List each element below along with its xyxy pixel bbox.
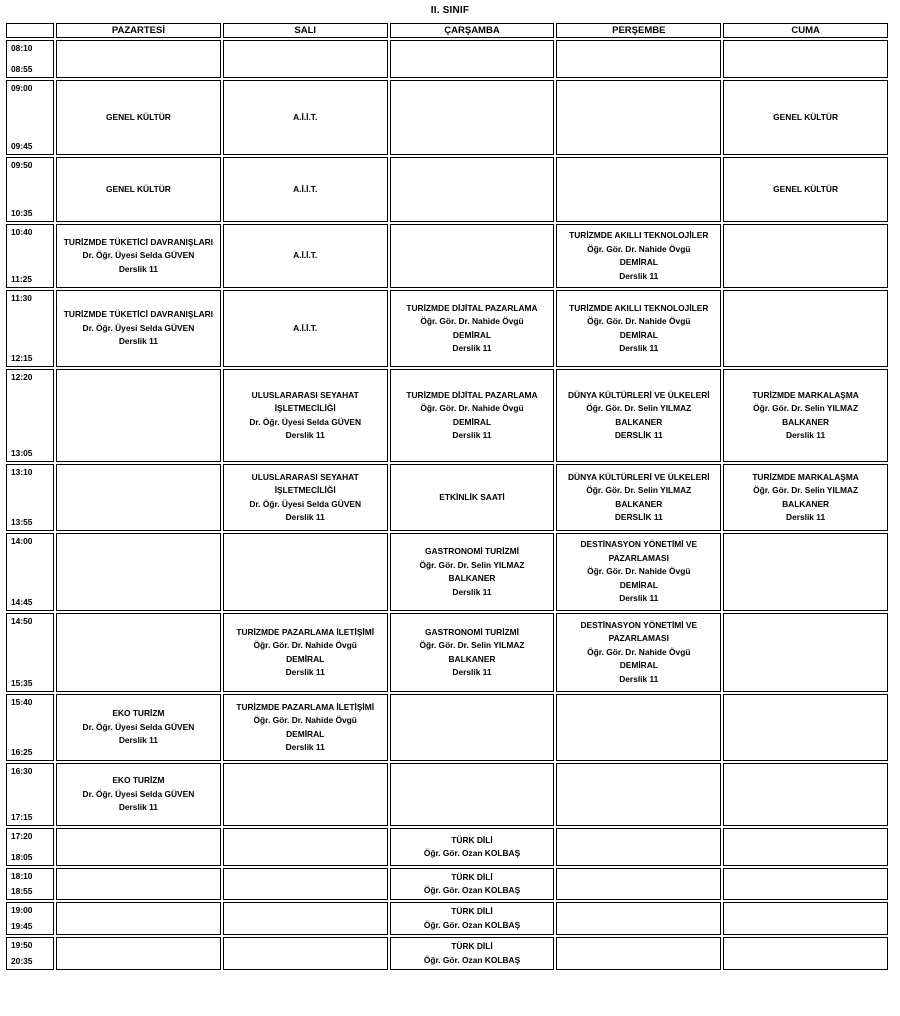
start-time: 19:00 [11,905,33,915]
time-slot [6,290,54,367]
course-detail: DEMİRAL [619,329,658,340]
course-cell [723,80,888,155]
table-row [6,763,888,826]
course-name: GASTRONOMİ TURİZMİ [425,546,519,556]
start-time: 15:40 [11,697,33,707]
course-cell [723,902,888,935]
course-cell [723,290,888,367]
course-cell [223,533,388,611]
course-name: TURİZMDE DİJİTAL PAZARLAMA [406,302,538,313]
course-cell [223,464,388,531]
course-detail: DEMİRAL [452,329,492,340]
course-name: TURİZMDE AKILLI TEKNOLOJİLER [569,230,709,240]
course-name: GASTRONOMİ TURİZMİ [425,626,519,637]
course-name: TÜRK DİLİ [451,906,493,916]
table-row [6,224,888,288]
course-detail: Derslik 11 [619,673,659,684]
course-cell [390,533,555,611]
start-time: 19:50 [11,940,33,950]
end-time: 13:05 [11,447,33,458]
course-name: ETKİNLİK SAATİ [439,491,505,502]
course-cell [223,828,388,866]
course-detail: Derslik 11 [786,430,826,440]
course-cell [556,369,721,462]
course-cell [223,613,388,692]
table-row [6,868,888,900]
course-cell [223,157,388,222]
course-cell [556,533,721,611]
course-detail: DERSLİK 11 [614,430,663,440]
course-detail: Derslik 11 [619,270,659,281]
course-name: TURİZMDE AKILLI TEKNOLOJİLER [569,302,709,313]
day-header: PERŞEMBE [556,23,721,38]
course-cell [723,224,888,288]
course-name: GENEL KÜLTÜR [105,183,171,194]
course-cell [556,157,721,222]
course-name: A.İ.İ.T. [293,183,318,194]
time-slot [6,868,54,900]
course-detail: İŞLETMECİLİĞİ [274,403,336,413]
course-detail: BALKANER [615,416,663,427]
course-cell [556,694,721,761]
end-time: 12:15 [11,352,33,363]
course-cell [556,828,721,866]
course-cell [556,902,721,935]
end-time: 17:15 [11,811,33,822]
course-detail: DEMİRAL [286,653,325,664]
course-detail: Dr. Öğr. Üyesi Selda GÜVEN [249,498,362,509]
course-detail: Öğr. Gör. Dr. Selin YILMAZ [586,485,692,495]
table-row [6,533,888,611]
course-cell [56,464,221,531]
course-detail: Derslik 11 [452,430,492,440]
course-name: A.İ.İ.T. [293,250,318,261]
course-name: TURİZMDE PAZARLAMA İLETİŞİMİ [236,701,375,712]
course-detail: PAZARLAMASI [608,633,669,644]
course-cell [223,224,388,288]
course-cell [390,937,555,970]
course-detail: PAZARLAMASI [608,552,669,563]
time-slot [6,224,54,288]
course-detail: Derslik 11 [619,593,659,604]
course-cell [723,763,888,826]
course-detail: Öğr. Gör. Ozan KOLBAŞ [423,848,521,858]
course-name: TURİZMDE DİJİTAL PAZARLAMA [406,389,538,400]
course-detail: Derslik 11 [285,512,325,522]
course-cell [723,40,888,78]
course-cell [390,763,555,826]
course-cell [56,763,221,826]
course-name: GENEL KÜLTÜR [773,111,838,122]
course-cell [56,828,221,866]
course-cell [223,937,388,970]
table-row [6,937,888,970]
end-time: 14:45 [11,596,33,607]
table-row [6,369,888,462]
course-detail: Öğr. Gör. Dr. Nahide Övgü [587,243,691,254]
course-cell [556,290,721,367]
course-name: EKO TURİZM [112,775,165,786]
time-slot [6,40,54,78]
course-cell [390,464,555,531]
course-cell [556,868,721,900]
table-row [6,80,888,155]
course-cell [556,80,721,155]
course-detail: Öğr. Gör. Dr. Selin YILMAZ [753,485,859,495]
course-detail: Öğr. Gör. Dr. Nahide Övgü [253,640,357,650]
course-cell [556,464,721,531]
course-cell [223,80,388,155]
course-detail: Öğr. Gör. Dr. Nahide Övgü [420,403,524,413]
time-slot [6,157,54,222]
course-cell [556,613,721,692]
table-row [6,613,888,692]
course-name: DÜNYA KÜLTÜRLERİ VE ÜLKELERİ [567,471,710,482]
course-cell [723,464,888,531]
table-row [6,40,888,78]
course-cell [223,40,388,78]
course-detail: BALKANER [782,416,830,427]
course-name: TÜRK DİLİ [451,834,493,845]
start-time: 14:50 [11,616,33,626]
course-name: DESTİNASYON YÖNETİMİ VE [580,619,698,630]
time-slot [6,828,54,866]
course-cell [390,613,555,692]
course-detail: Derslik 11 [285,742,325,752]
start-time: 09:00 [11,83,33,93]
course-detail: DEMİRAL [619,579,658,590]
course-cell [56,40,221,78]
start-time: 10:40 [11,227,33,237]
time-header [6,23,54,38]
time-slot [6,533,54,611]
course-detail: BALKANER [448,573,496,583]
table-row [6,464,888,531]
course-detail: Dr. Öğr. Üyesi Selda GÜVEN [82,322,195,333]
course-detail: Derslik 11 [118,735,158,746]
day-header: PAZARTESİ [56,23,221,38]
table-row [6,902,888,935]
day-header: ÇARŞAMBA [390,23,555,38]
course-detail: DEMİRAL [452,416,492,427]
course-cell [56,290,221,367]
course-cell [556,224,721,288]
course-detail: Öğr. Gör. Dr. Nahide Övgü [587,566,691,577]
course-cell [56,937,221,970]
start-time: 12:20 [11,372,33,382]
course-cell [390,224,555,288]
course-cell [56,902,221,935]
time-slot [6,694,54,761]
course-cell [56,868,221,900]
course-detail: Derslik 11 [452,667,492,677]
course-name: A.İ.İ.T. [293,111,318,122]
course-cell [223,369,388,462]
schedule-table [4,21,890,972]
course-detail: Derslik 11 [118,336,158,347]
course-name: EKO TURİZM [112,708,165,719]
end-time: 13:55 [11,516,33,527]
course-cell [56,533,221,611]
end-time: 18:55 [11,885,33,896]
course-detail: Öğr. Gör. Ozan KOLBAŞ [423,885,521,895]
course-detail: Derslik 11 [786,512,826,522]
end-time: 09:45 [11,140,33,151]
start-time: 13:10 [11,467,33,477]
end-time: 08:55 [11,63,33,74]
table-row [6,290,888,367]
course-detail: DEMİRAL [619,257,658,267]
course-cell [723,613,888,692]
end-time: 18:05 [11,851,33,862]
course-cell [56,369,221,462]
course-name: GENEL KÜLTÜR [773,183,838,194]
course-cell [556,937,721,970]
time-slot [6,613,54,692]
start-time: 17:20 [11,831,33,841]
course-cell [390,902,555,935]
course-detail: Öğr. Gör. Ozan KOLBAŞ [423,919,521,930]
course-cell [723,369,888,462]
course-cell [223,902,388,935]
course-detail: Dr. Öğr. Üyesi Selda GÜVEN [249,416,362,427]
course-cell [390,290,555,367]
end-time: 20:35 [11,955,33,966]
course-detail: Dr. Öğr. Üyesi Selda GÜVEN [82,721,195,732]
page-title: II. SINIF [430,5,470,16]
course-cell [556,763,721,826]
course-cell [56,157,221,222]
start-time: 14:00 [11,536,33,546]
course-detail: Öğr. Gör. Dr. Selin YILMAZ [586,403,692,413]
course-detail: Derslik 11 [452,586,492,597]
table-row [6,694,888,761]
course-detail: Öğr. Gör. Dr. Nahide Övgü [587,316,691,326]
course-detail: Dr. Öğr. Üyesi Selda GÜVEN [82,250,195,261]
course-cell [223,868,388,900]
end-time: 10:35 [11,207,33,218]
course-name: A.İ.İ.T. [293,322,318,333]
course-detail: Öğr. Gör. Dr. Selin YILMAZ [419,559,525,570]
course-detail: BALKANER [615,498,663,509]
course-name: ULUSLARARASI SEYAHAT [251,471,359,482]
course-detail: Derslik 11 [118,263,158,274]
time-slot [6,369,54,462]
course-detail: DEMİRAL [619,660,658,671]
course-cell [390,157,555,222]
course-name: DÜNYA KÜLTÜRLERİ VE ÜLKELERİ [567,389,710,400]
course-detail: Derslik 11 [285,667,325,677]
end-time: 19:45 [11,920,33,931]
course-detail: Derslik 11 [118,802,158,813]
course-cell [723,868,888,900]
time-slot [6,464,54,531]
end-time: 11:25 [11,273,32,284]
course-name: TURİZMDE PAZARLAMA İLETİŞİMİ [236,626,375,637]
course-name: TURİZMDE TÜKETİCİ DAVRANIŞLARI [63,236,213,247]
course-detail: BALKANER [448,653,496,664]
course-cell [390,828,555,866]
course-cell [223,290,388,367]
course-cell [723,694,888,761]
start-time: 16:30 [11,766,33,776]
start-time: 18:10 [11,871,33,881]
course-cell [390,80,555,155]
course-detail: Öğr. Gör. Dr. Selin YILMAZ [419,640,525,650]
course-cell [390,694,555,761]
course-name: TÜRK DİLİ [451,941,493,951]
course-cell [723,533,888,611]
course-detail: DERSLİK 11 [614,512,663,522]
start-time: 11:30 [11,293,32,303]
course-name: ULUSLARARASI SEYAHAT [251,389,359,400]
course-cell [56,80,221,155]
table-row [6,157,888,222]
day-header: CUMA [723,23,888,38]
time-slot [6,763,54,826]
course-detail: Dr. Öğr. Üyesi Selda GÜVEN [82,788,195,799]
course-name: DESTİNASYON YÖNETİMİ VE [580,539,698,550]
course-name: TURİZMDE MARKALAŞMA [752,389,859,400]
course-name: GENEL KÜLTÜR [105,111,171,122]
course-cell [223,694,388,761]
course-cell [723,828,888,866]
course-detail: Öğr. Gör. Dr. Nahide Övgü [253,715,357,725]
course-cell [723,937,888,970]
end-time: 15:35 [11,677,33,688]
course-cell [56,613,221,692]
start-time: 08:10 [11,43,33,53]
course-cell [390,369,555,462]
start-time: 09:50 [11,160,33,170]
day-header: SALI [223,23,388,38]
course-detail: Öğr. Gör. Dr. Nahide Övgü [587,646,691,657]
time-slot [6,937,54,970]
course-detail: İŞLETMECİLİĞİ [274,485,336,495]
course-cell [390,868,555,900]
time-slot [6,80,54,155]
course-detail: Öğr. Gör. Dr. Nahide Övgü [420,316,524,326]
course-cell [223,763,388,826]
course-cell [556,40,721,78]
header-row [6,23,888,38]
time-slot [6,902,54,935]
course-detail: DEMİRAL [286,728,325,739]
course-detail: Derslik 11 [285,430,325,440]
course-detail: BALKANER [782,498,830,509]
course-detail: Öğr. Gör. Ozan KOLBAŞ [423,954,521,965]
course-cell [723,157,888,222]
course-cell [56,694,221,761]
course-name: TURİZMDE TÜKETİCİ DAVRANIŞLARI [63,309,213,320]
course-detail: Öğr. Gör. Dr. Selin YILMAZ [753,403,859,413]
end-time: 16:25 [11,746,33,757]
course-cell [56,224,221,288]
course-detail: Derslik 11 [452,343,492,353]
course-detail: Derslik 11 [619,343,659,353]
table-row [6,828,888,866]
course-name: TURİZMDE MARKALAŞMA [752,471,859,482]
course-name: TÜRK DİLİ [451,871,493,882]
course-cell [390,40,555,78]
